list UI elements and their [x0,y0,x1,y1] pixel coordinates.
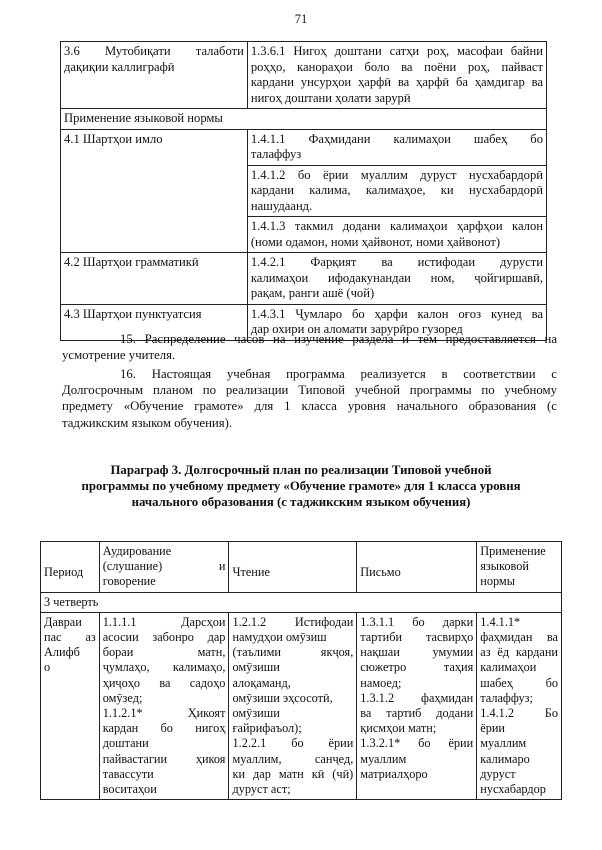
table-cell: 4.3 Шартҳои пунктуатсия [61,304,248,340]
header-norms: Применение языковой нормы [477,542,562,593]
table-row [61,253,547,305]
header-listening: Аудирование (слушание) и говорение [99,542,229,593]
table-header-row [41,542,562,593]
header-reading: Чтение [229,542,357,593]
period-cell: Давраи пас аз Алифб о [41,612,100,799]
table-cell: 1.4.1.3 такмил додани калимаҳои ҳарфҳои калон (номи одамон, номи ҳайвонот, номи ҳайвонот) [247,217,546,253]
table-cell: 3.6 Мутобиқати талаботи дақиқии каллиграфӣ [61,42,248,109]
quarter-row: 3 четверть [41,592,562,612]
language-norms-table [60,41,547,341]
paragraph-15: 15. Распределение часов на изучение раздела и тем предоставляется на усмотрение учителя. [62,332,557,363]
writing-cell: 1.3.1.1 бо дарки тартиби тасвирҳо нақшаи умумии сюжетро таҳия намоед; 1.3.1.2 фаҳмидан ва тартиб додани қисмҳои матн; 1.3.2.1* бо ёрии муаллим матриалҳоро [357,612,477,799]
header-period: Период [41,542,100,593]
long-term-plan-table [40,541,562,800]
table-section-header: Применение языковой нормы [61,109,547,130]
listening-cell: 1.1.1.1 Дарсҳои асосии забонро дар бораи матн, ҷумлаҳо, калимаҳо, ҳиҷоҳо ва садоҳо омӯзед; 1.1.2.1* Ҳикоят кардан бо нигоҳ доштани пайвастагии ҳикоя тавассути воситаҳои [99,612,229,799]
table-row [61,129,547,165]
table-cell: 4.1 Шартҳои имло [61,129,248,253]
table-row [61,42,547,109]
table-cell: 4.2 Шартҳои грамматикӣ [61,253,248,305]
reading-cell: 1.2.1.2 Истифодаи намудҳои омӯзиш (таълими якҷоя, омӯзиши алоқаманд, омӯзиши эҳсосотӣ, омӯзиши ғайрифаъол); 1.2.2.1 бо ёрии муаллим, санҷед, ки дар матн кӣ (чӣ) дуруст аст; [229,612,357,799]
header-writing: Письмо [357,542,477,593]
table-cell: 1.4.1.2 бо ёрии муаллим дуруст нусхабардорӣ кардани калима, калимаҳое, ки нусхабардорӣ нашудаанд. [247,165,546,217]
table-row [41,612,562,799]
norms-cell: 1.4.1.1* фаҳмидан ва аз ёд кардани калимаҳои шабеҳ бо талаффуз; 1.4.1.2 Бо ёрии муаллим калимаро дуруст нусхабардор [477,612,562,799]
section-heading: Параграф 3. Долгосрочный план по реализации Типовой учебной программы по учебному предмету «Обучение грамоте» для 1 класса уровня начального образования (с таджикским языком обучения) [81,463,521,510]
page-number: 71 [294,12,308,26]
table-cell: 1.4.2.1 Фарқият ва истифодаи дурусти калимаҳои ифодакунандаи ном, ҷойгиршавӣ, рақам, ранги ашё (чой) [247,253,546,305]
table-cell: 1.3.6.1 Нигоҳ доштани сатҳи роҳ, масофаи байни роҳҳо, канораҳои боло ва поёни роҳ, пайваст кардани унсурҳои ҳарфӣ ва ҳарфӣ ба ҳамдигар ва нигоҳ доштани ҳолати зарурӣ [247,42,546,109]
table-cell: 1.4.3.1 Ҷумларо бо ҳарфи калон оғоз кунед ва дар охири он аломати зарурӣро гузоред [247,304,546,340]
table-cell: 1.4.1.1 Фаҳмидани калимаҳои шабеҳ бо талаффуз [247,129,546,165]
paragraph-16: 16. Настоящая учебная программа реализуется в соответствии с Долгосрочным планом по реализации Типовой учебной программы по учебному предмету «Обучение грамоте» для 1 класса уровня начального образования (с таджикским языком обучения). [62,367,557,430]
